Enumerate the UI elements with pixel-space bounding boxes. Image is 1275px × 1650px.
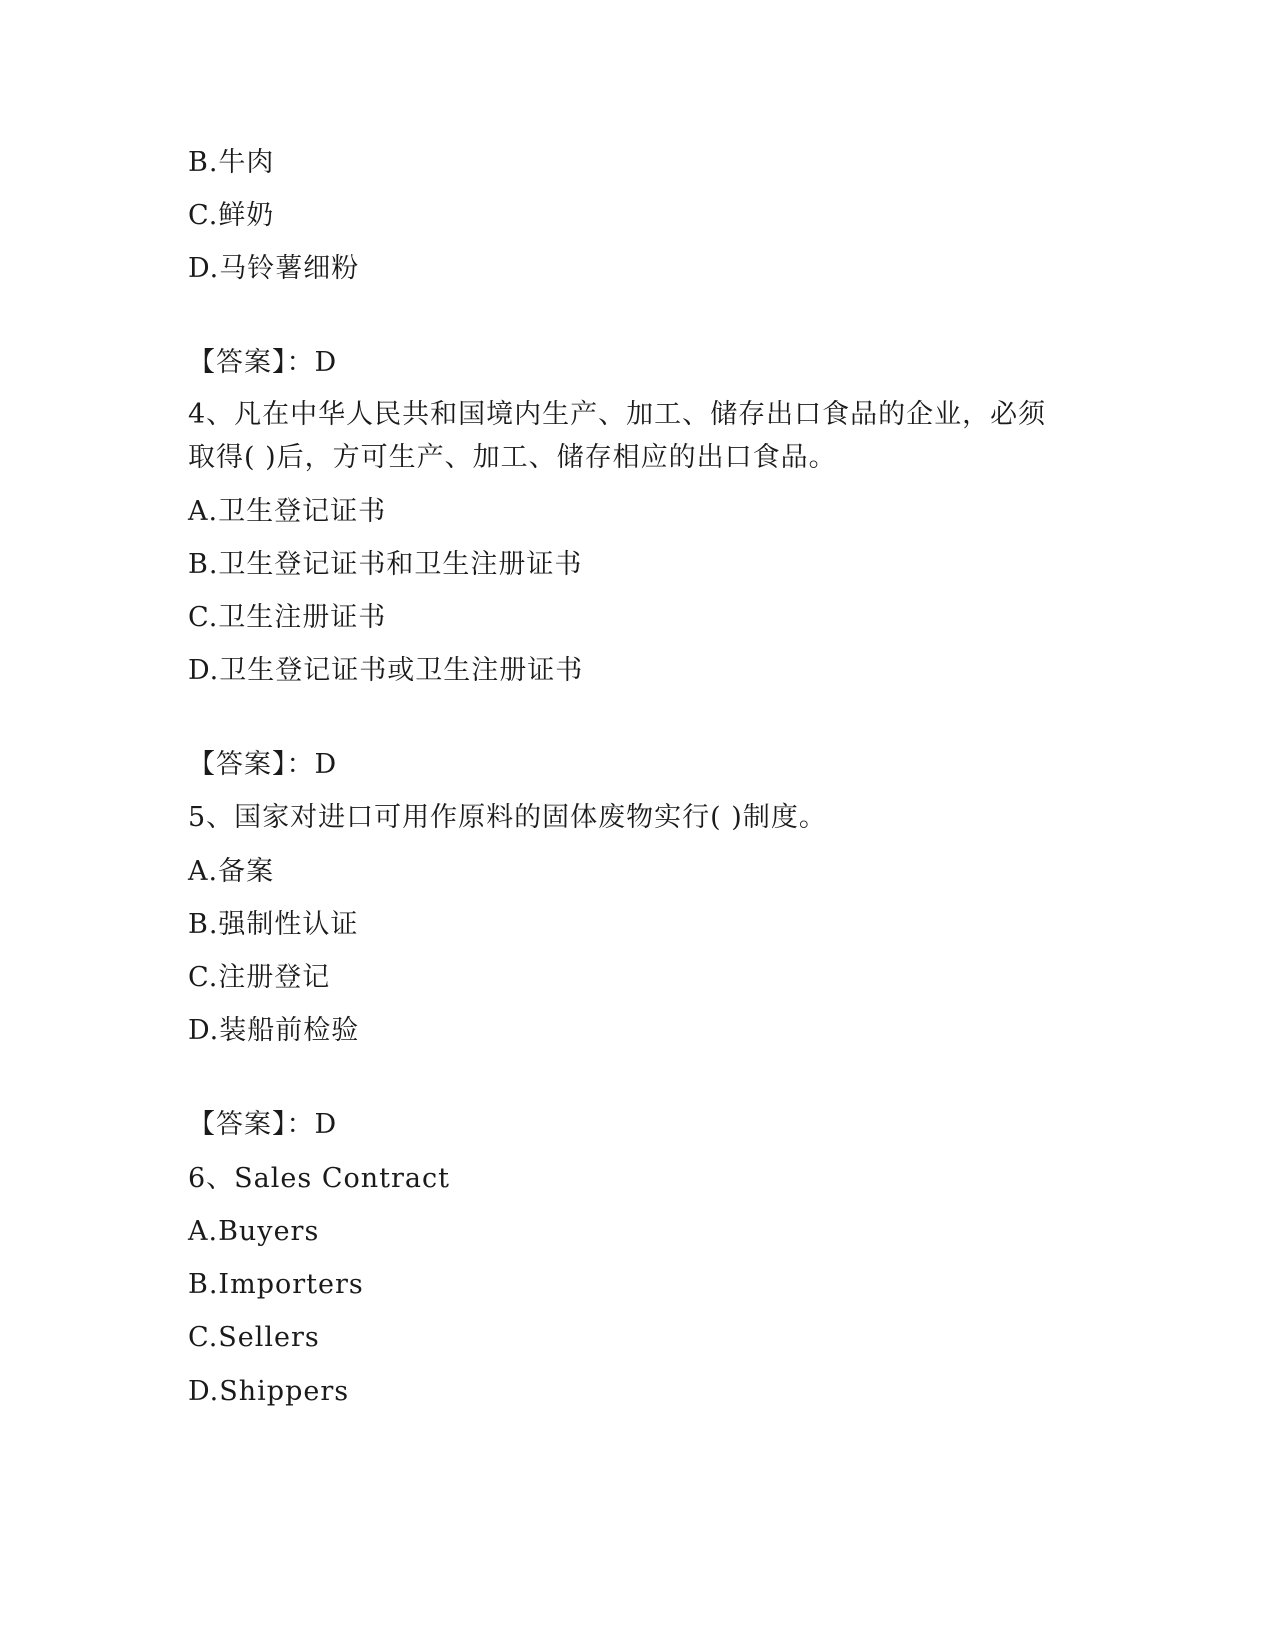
q4-answer: 【答案】：D [188,749,338,780]
q6-option-a: A.Buyers [188,1216,320,1247]
q5-answer: 【答案】：D [188,1109,338,1140]
q4-option-a: A.卫生登记证书 [188,496,387,527]
q6-option-c: C.Sellers [188,1322,320,1353]
q3-option-b: B.牛肉 [188,147,275,178]
q4-option-b: B.卫生登记证书和卫生注册证书 [188,549,583,580]
q5-option-a: A.备案 [188,856,275,887]
q3-option-c: C.鲜奶 [188,200,275,231]
q3-option-d: D.马铃薯细粉 [188,253,360,284]
q6-stem: 6、Sales Contract [188,1163,450,1194]
q5-option-d: D.装船前检验 [188,1015,360,1046]
q6-option-b: B.Importers [188,1269,364,1300]
q5-option-b: B.强制性认证 [188,909,359,940]
q4-option-d: D.卫生登记证书或卫生注册证书 [188,655,584,686]
q5-stem: 5、国家对进口可用作原料的固体废物实行( )制度。 [188,802,827,833]
q4-stem-line1: 4、凡在中华人民共和国境内生产、加工、储存出口食品的企业，必须 [188,399,1047,430]
q6-option-d: D.Shippers [188,1376,350,1407]
q4-option-c: C.卫生注册证书 [188,602,387,633]
q5-option-c: C.注册登记 [188,962,331,993]
q4-stem-line2: 取得( )后，方可生产、加工、储存相应的出口食品。 [188,442,837,473]
q3-answer: 【答案】：D [188,347,338,378]
